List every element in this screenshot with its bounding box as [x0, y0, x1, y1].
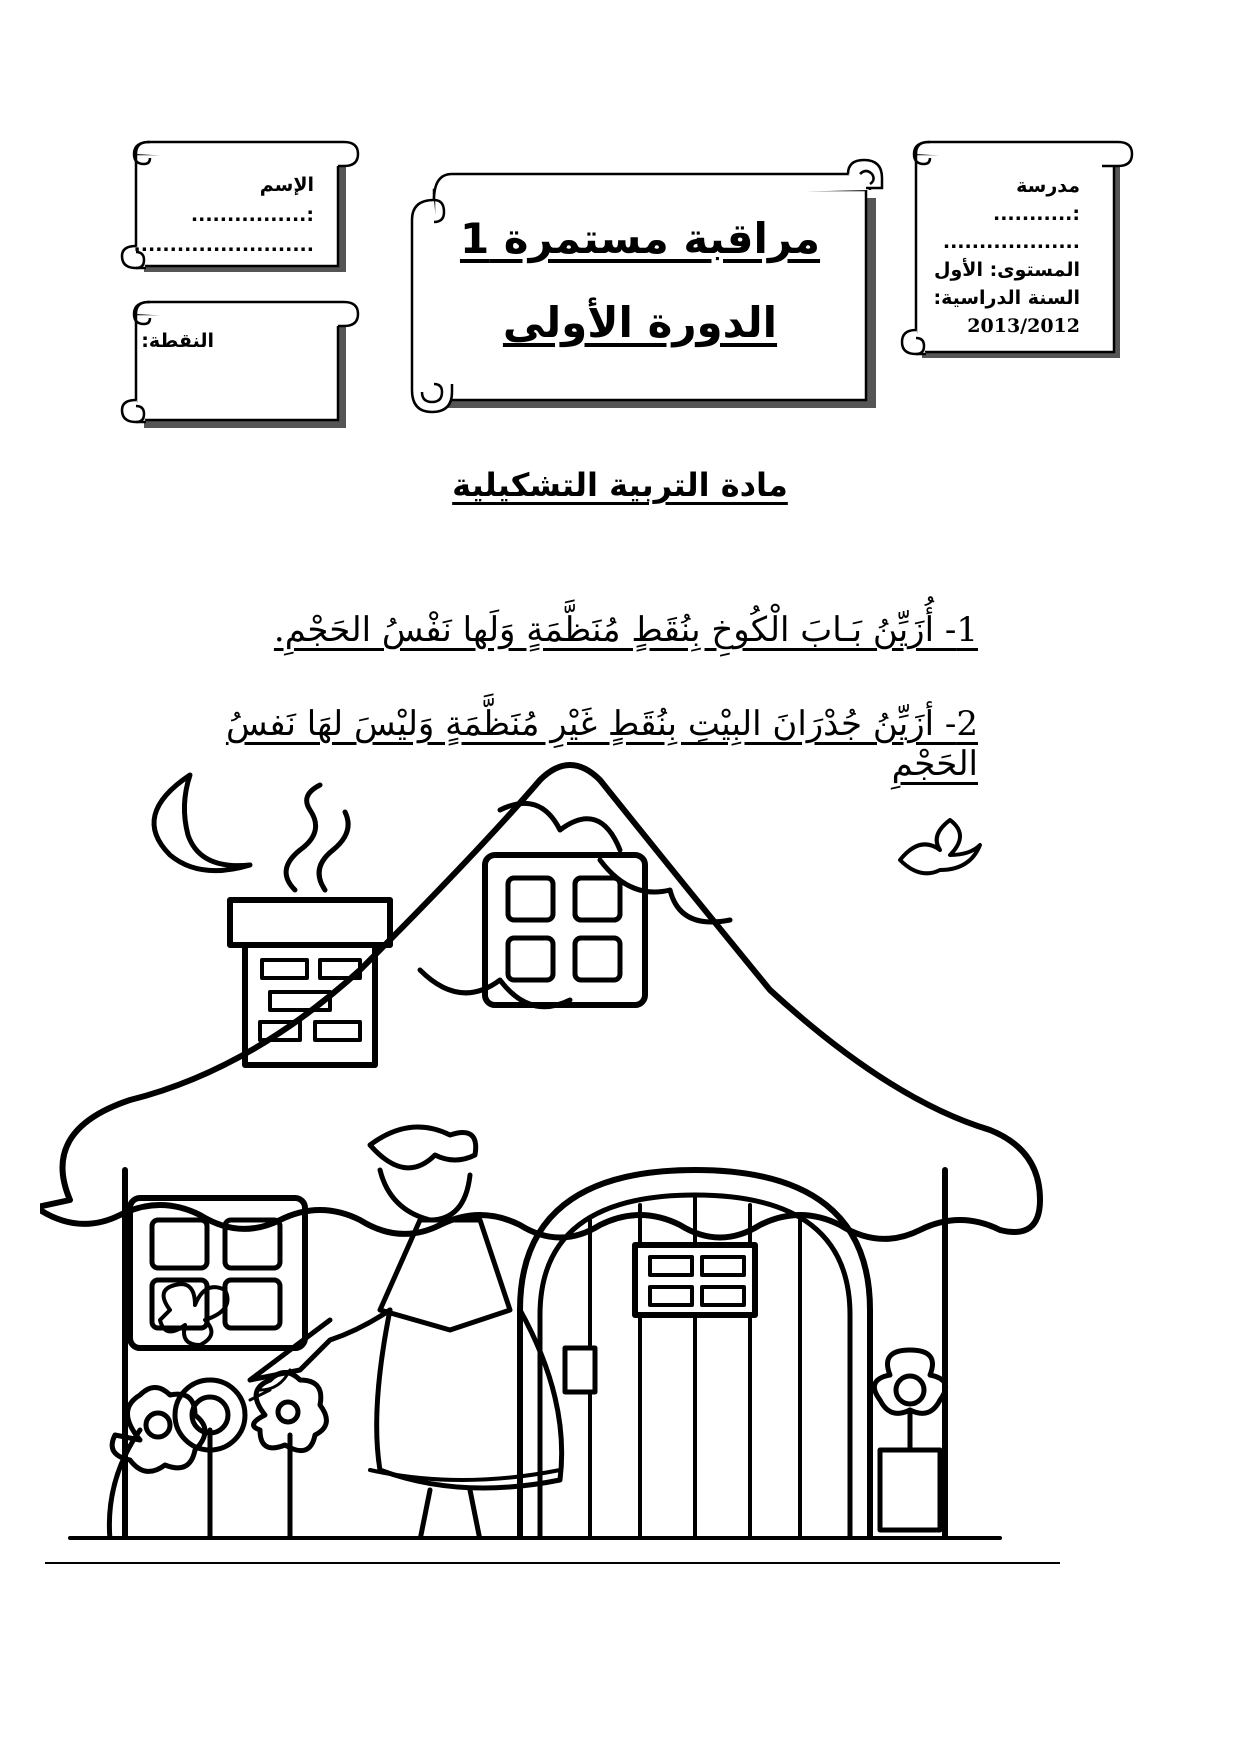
school-label: مدرسة :........... [993, 175, 1080, 225]
house-illustration [40, 750, 1060, 1540]
left-window-icon [130, 1198, 305, 1348]
exam-title: مراقبة مستمرة 1 [459, 214, 821, 263]
flowers-icon [109, 1373, 326, 1541]
instruction-1: 1- أُزَيِّنُ بَـابَ الْكُوخِ بِنُقَطٍ مُنَظَّمَةٍ وَلَها نَفْسُ الحَجْمِ. [273, 610, 978, 650]
girl-watering-icon [250, 1127, 562, 1540]
chimney-icon [230, 900, 390, 1065]
school-field: ................... [942, 231, 1080, 253]
bird-icon [900, 820, 980, 873]
door-icon [520, 1170, 870, 1540]
bottom-rule [45, 1562, 1060, 1564]
grade-scroll-frame-icon [118, 300, 364, 430]
student-name-field: ......................... [133, 234, 314, 256]
attic-window-icon [485, 855, 645, 1005]
title-scroll-frame-icon [408, 160, 888, 418]
moon-icon [154, 775, 250, 871]
subject-heading: مادة التربية التشكيلية [452, 466, 788, 504]
school-year-label: السنة الدراسية: [933, 287, 1080, 309]
smoke-icon [286, 785, 320, 890]
level-label: المستوى: الأول [934, 259, 1080, 281]
instruction-2: 2- أزَيِّنُ جُدْرَانَ البِيْتِ بِنُقَطٍ غَيْرِ مُنَظَّمَةٍ وَليْسَ لهَا نَفسُ الحَجْمِ [225, 704, 978, 784]
school-year-value: 2013/2012 [967, 315, 1080, 337]
exam-session: الدورة الأولى [502, 298, 778, 347]
butterfly-icon [160, 1284, 228, 1345]
potted-flower-icon [874, 1350, 945, 1530]
grade-label: النقطة: [141, 330, 214, 352]
student-name-label: الإسم :................ [190, 174, 314, 226]
